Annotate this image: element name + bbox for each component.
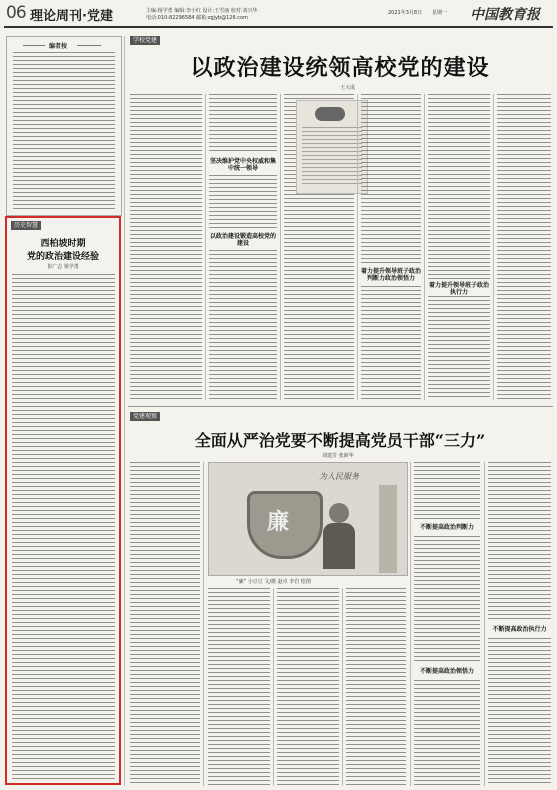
main-col-6: [497, 94, 551, 400]
second-subhead-2: 不断提高政治领悟力: [419, 668, 474, 675]
main-subhead-1: 坚决维护党中央权威和集中统一领导: [209, 158, 276, 172]
main-subhead-2: 以政治建设锻造高校党的建设: [209, 233, 276, 247]
main-subhead-4: 着力提升领导班子政治执行力: [428, 282, 489, 296]
second-col-5a: [414, 462, 480, 520]
second-col-2a: [208, 588, 270, 786]
contact-line: 电话:010-82296584 邮箱:zgjyb@126.com: [146, 15, 248, 21]
issue-date: 2021年3月8日: [388, 10, 423, 16]
main-col-2c: [209, 250, 277, 400]
pull-quote-text: [302, 127, 362, 187]
second-col-divider: [410, 462, 411, 786]
left-article-title-2: 党的政治建设经验: [26, 252, 99, 262]
main-col-2a: [209, 94, 277, 154]
main-col-divider: [280, 94, 281, 400]
main-article-title: 以政治建设统领高校党的建设: [190, 55, 490, 81]
main-col-divider: [493, 94, 494, 400]
main-article-author: 王大成: [340, 85, 356, 91]
editor-note-rule-left: [23, 45, 45, 46]
paper-name-logo: 中国教育报: [470, 7, 540, 23]
main-col-divider: [424, 94, 425, 400]
editor-note-title: 编者按: [49, 43, 68, 50]
cartoon-pillar: [379, 485, 397, 573]
main-col-4a: [361, 94, 421, 264]
cartoon-sign: 廉: [267, 509, 290, 535]
editor-note-text: [13, 52, 115, 209]
cartoon-illustration: [208, 462, 408, 576]
cartoon-caption: “廉” 小豆豆 文/摄 赵卓 李岩 绘图: [236, 579, 311, 585]
second-col-5c: [414, 680, 480, 786]
editor-line: 主编:杨学勇 编辑:李小红 设计:王雪丽 校对:刘兴华: [146, 8, 258, 14]
page-number: 06: [6, 3, 26, 23]
main-col-2b: [209, 175, 277, 229]
left-section-tag: 历史智慧: [11, 221, 41, 230]
second-article-author: 刘建芳 张新华: [322, 453, 354, 459]
left-article-body: [12, 274, 115, 779]
second-col-divider: [273, 588, 274, 786]
cartoon-figure-body: [323, 523, 355, 569]
cartoon-figure-head: [329, 503, 349, 523]
second-col-6a: [488, 462, 551, 622]
main-col-divider: [205, 94, 206, 400]
main-col-5b: [428, 296, 490, 400]
masthead-rule: [4, 26, 553, 28]
left-article-author: 崔广志 梁学勇: [47, 264, 79, 270]
main-section-tag: 学校党建: [130, 36, 160, 45]
main-subhead-3: 着力提升领导班子政治判断力政治领悟力: [361, 268, 422, 282]
second-subhead-1: 不断提高政治判断力: [419, 524, 474, 531]
second-col-4a: [346, 588, 406, 786]
editor-note-box: [6, 36, 122, 216]
editor-note-rule-right: [77, 45, 101, 46]
masthead: [0, 0, 557, 30]
main-col-4b: [361, 286, 421, 400]
main-col-5a: [428, 94, 490, 279]
second-section-tag: 党建观察: [130, 412, 160, 421]
second-col-6b: [488, 638, 551, 786]
second-col-3a: [277, 588, 339, 786]
second-article-title: 全面从严治党要不断提高党员干部“三力”: [194, 431, 486, 450]
main-col-1: [130, 94, 202, 400]
second-col-divider: [342, 588, 343, 786]
second-subhead-3: 不断提高政治执行力: [492, 626, 547, 633]
cartoon-banner: 为人民服务: [319, 472, 359, 481]
left-column-divider: [124, 36, 125, 786]
issue-weekday: 星期一: [432, 10, 448, 16]
second-col-divider: [484, 462, 485, 786]
second-col-5b: [414, 536, 480, 664]
left-article-title-1: 西柏坡时期: [40, 239, 86, 249]
second-col-1: [130, 462, 200, 786]
section-divider: [128, 406, 553, 407]
quote-icon: [315, 107, 345, 121]
second-col-divider: [203, 462, 204, 786]
main-col-divider: [357, 94, 358, 400]
section-title: 理论周刊·党建: [30, 9, 113, 24]
